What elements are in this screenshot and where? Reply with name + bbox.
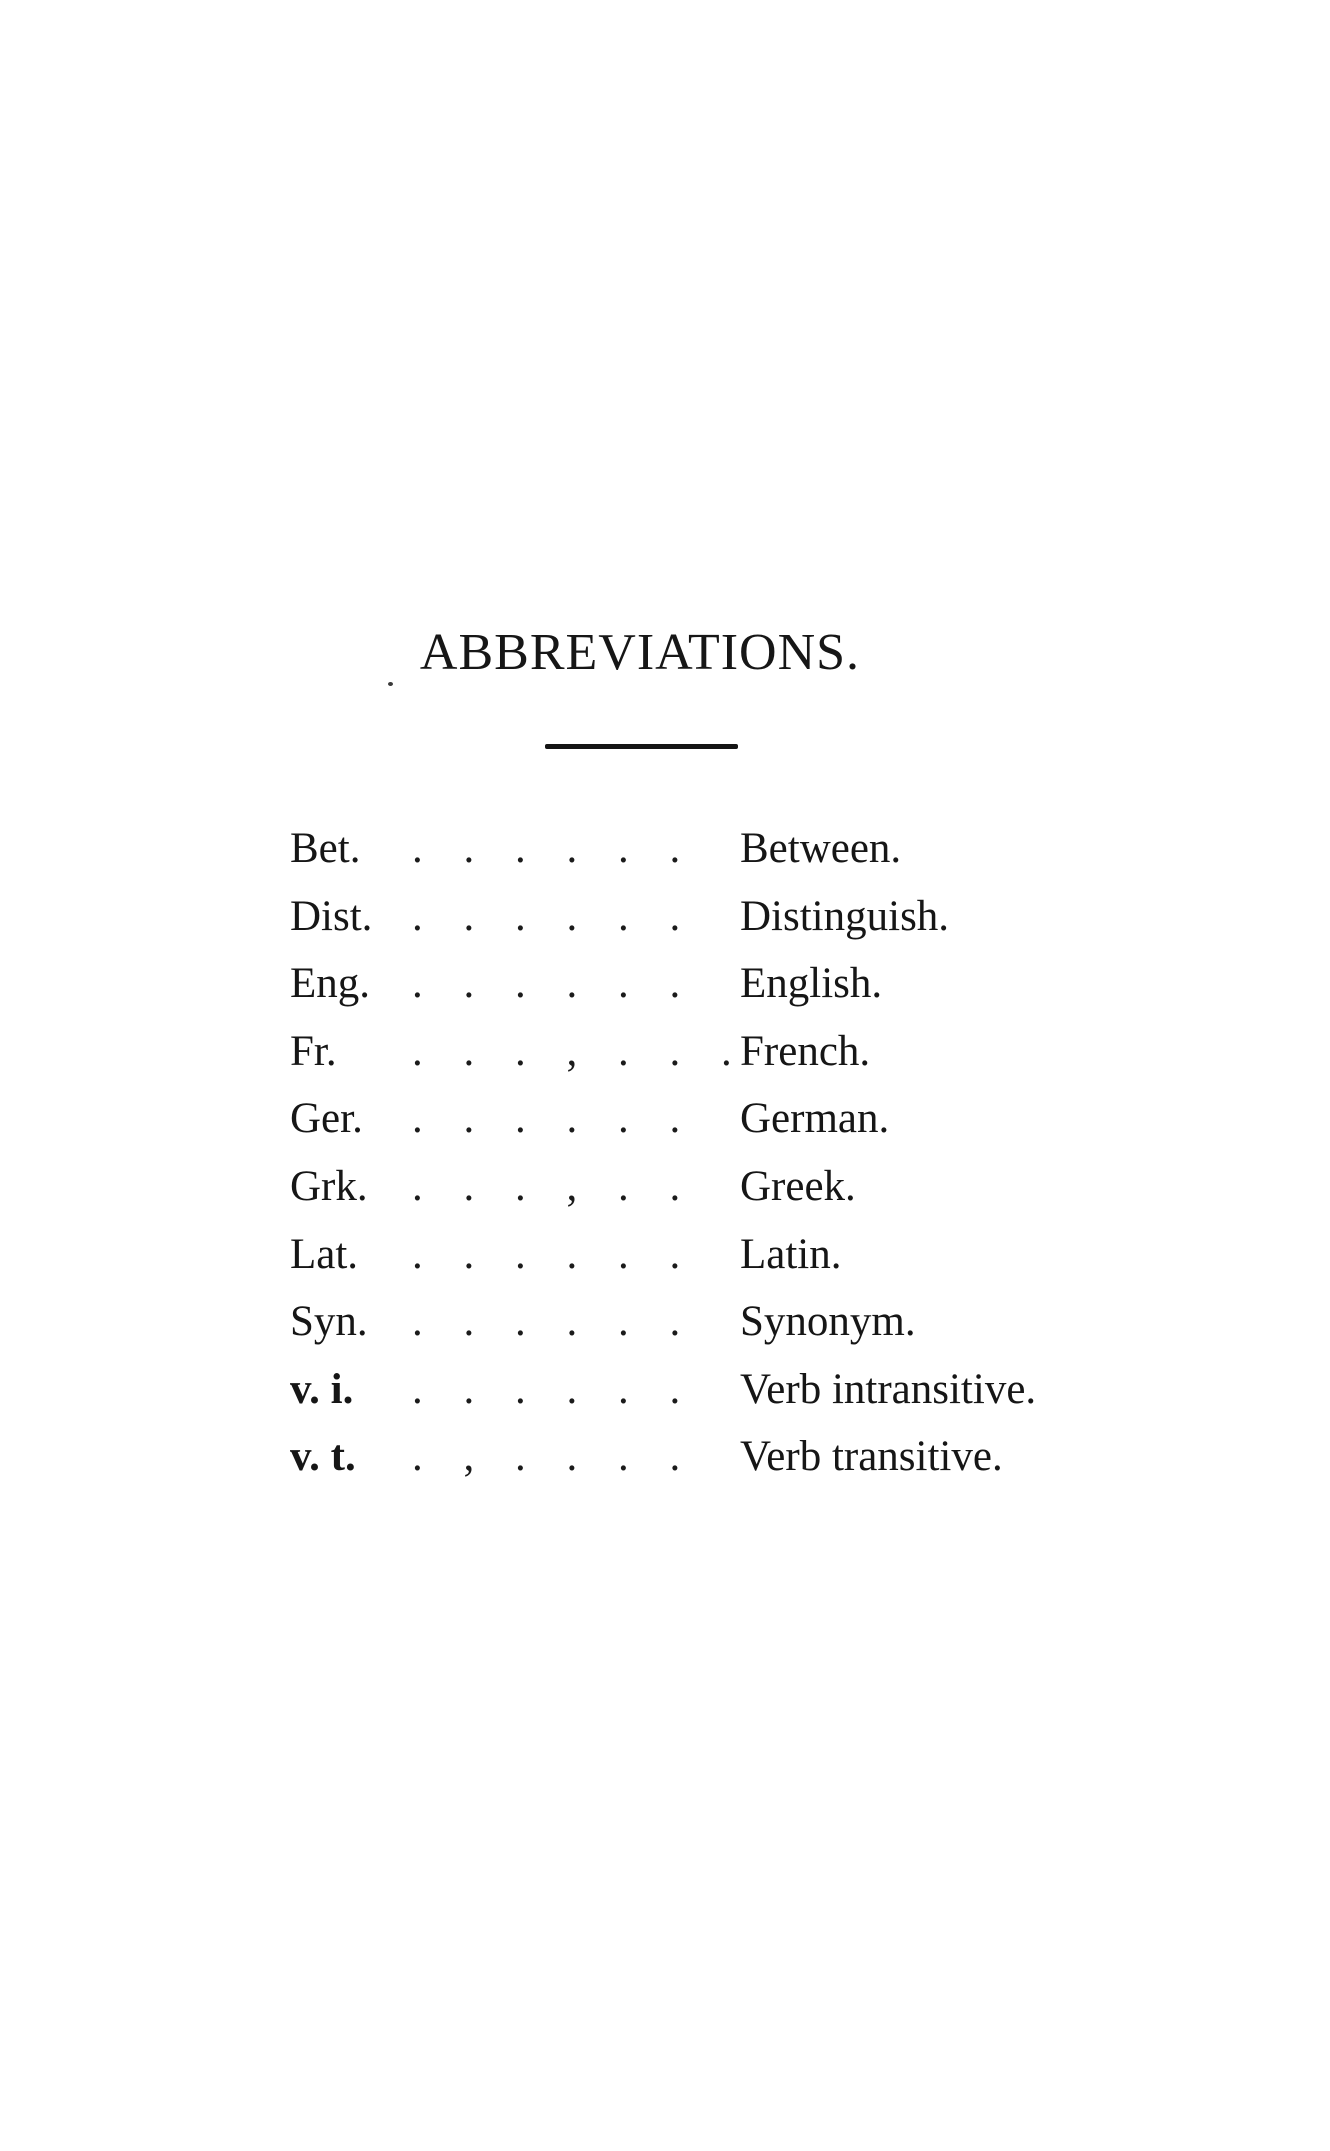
leader-dots: . . . , . . .: [412, 1027, 732, 1075]
meaning-label: Verb transitive.: [740, 1433, 1003, 1481]
abbreviation-label: Grk.: [290, 1162, 368, 1210]
meaning-label: Latin.: [740, 1230, 842, 1278]
meaning-label: Greek.: [740, 1162, 856, 1210]
leader-dots: . . . . . .: [412, 1365, 681, 1413]
meaning-label: English.: [740, 960, 883, 1008]
abbreviation-row: [290, 883, 1130, 951]
meaning-label: French.: [740, 1027, 871, 1075]
leader-dots: . . . . . .: [412, 1298, 681, 1346]
page-title: ABBREVIATIONS.: [419, 624, 861, 681]
meaning-label: German.: [740, 1095, 890, 1143]
leader-dots: . . . . . .: [412, 825, 681, 872]
leader-dots: . . . , . .: [412, 1162, 681, 1210]
abbreviation-row: [290, 950, 1130, 1018]
meaning-label: Between.: [740, 825, 902, 872]
abbreviation-row: [290, 1356, 1130, 1424]
abbreviation-label: Fr.: [290, 1027, 337, 1075]
abbreviation-row: [290, 815, 1130, 883]
abbreviation-label: Lat.: [290, 1230, 359, 1278]
abbreviation-row: [290, 1423, 1130, 1491]
ink-speck: [388, 682, 393, 686]
meaning-label: Synonym.: [740, 1298, 916, 1346]
abbreviation-label: v. t.: [290, 1433, 356, 1481]
meaning-label: Distinguish.: [740, 892, 950, 940]
leader-dots: . . . . . .: [412, 1230, 681, 1278]
abbreviation-row: [290, 1085, 1130, 1153]
leader-dots: . . . . . .: [412, 892, 681, 940]
abbreviation-row: [290, 1153, 1130, 1221]
abbreviation-label: Ger.: [290, 1095, 363, 1143]
meaning-label: Verb intransitive.: [740, 1365, 1037, 1413]
abbreviation-label: Syn.: [290, 1298, 368, 1346]
abbreviation-list: [290, 815, 1130, 1491]
leader-dots: . . . . . .: [412, 960, 681, 1008]
abbreviation-label: Bet.: [290, 825, 361, 872]
leader-dots: . . . . . .: [412, 1095, 681, 1143]
abbreviation-row: [290, 1288, 1130, 1356]
abbreviation-label: Dist.: [290, 892, 373, 940]
section-divider-rule: [545, 744, 738, 749]
abbreviation-label: v. i.: [290, 1365, 354, 1413]
abbreviation-row: [290, 1018, 1130, 1086]
abbreviation-row: [290, 1221, 1130, 1289]
abbreviation-label: Eng.: [290, 960, 371, 1008]
leader-dots: . , . . . .: [412, 1433, 681, 1481]
